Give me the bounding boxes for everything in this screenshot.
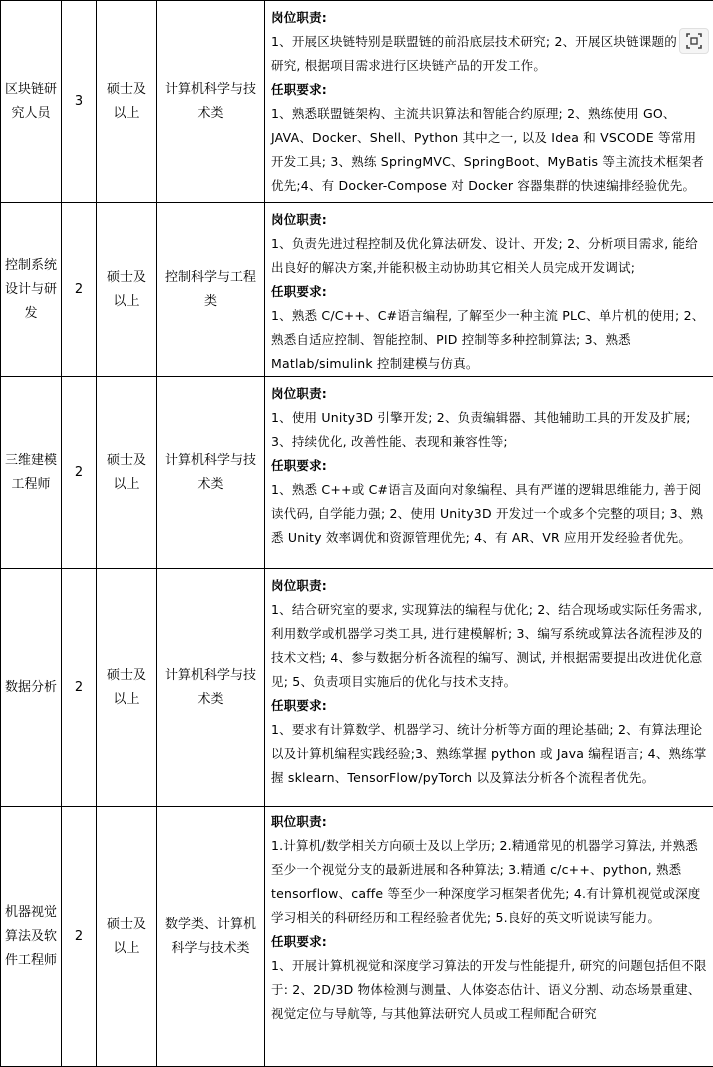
position-cell: 机器视觉算法及软件工程师 bbox=[1, 807, 62, 1067]
duty-text: 1、开展区块链特别是联盟链的前沿底层技术研究; 2、开展区块链课题的研究, 根据项目需求进行区块链产品的开发工作。 bbox=[271, 30, 707, 78]
table-row bbox=[1, 377, 713, 569]
requirement-text: 1、熟悉 C/C++、C#语言编程, 了解至少一种主流 PLC、单片机的使用; 2、熟悉自适应控制、智能控制、PID 控制等多种控制算法; 3、熟悉 Matlab/simulink 控制建模与仿真。 bbox=[271, 304, 707, 376]
requirement-text: 1、熟悉联盟链架构、主流共识算法和智能合约原理; 2、熟练使用 GO、JAVA、Docker、Shell、Python 其中之一, 以及 Idea 和 VSCODE 等常用开发工具; 3、熟练 SpringMVC、SpringBoot、MyBatis 等主流技术框架者优先;4、有 Docker-Compose 对 Docker 容器集群的快速编排经验优先。 bbox=[271, 102, 707, 198]
duty-label: 岗位职责: bbox=[271, 574, 707, 598]
description-cell bbox=[265, 807, 713, 1067]
position-cell: 区块链研究人员 bbox=[1, 1, 62, 203]
count-cell: 3 bbox=[62, 1, 97, 203]
duty-label: 岗位职责: bbox=[271, 6, 707, 30]
duty-text: 1、负责先进过程控制及优化算法研发、设计、开发; 2、分析项目需求, 能给出良好的解决方案,并能积极主动协助其它相关人员完成开发调试; bbox=[271, 232, 707, 280]
requirement-label: 任职要求: bbox=[271, 78, 707, 102]
table-row bbox=[1, 1, 713, 203]
table-row bbox=[1, 203, 713, 377]
requirement-label: 任职要求: bbox=[271, 930, 707, 954]
education-cell: 硕士及以上 bbox=[97, 1, 157, 203]
requirement-text: 1、熟悉 C++或 C#语言及面向对象编程、具有严谨的逻辑思维能力, 善于阅读代码, 自学能力强; 2、使用 Unity3D 开发过一个或多个完整的项目; 3、熟悉 Unity 效率调优和资源管理优先; 4、有 AR、VR 应用开发经验者优先。 bbox=[271, 478, 707, 550]
copy-icon bbox=[684, 32, 704, 50]
description-cell bbox=[265, 203, 713, 377]
duty-label: 岗位职责: bbox=[271, 382, 707, 406]
count-cell: 2 bbox=[62, 377, 97, 569]
requirement-text: 1、开展计算机视觉和深度学习算法的开发与性能提升, 研究的问题包括但不限于: 2、2D/3D 物体检测与测量、人体姿态估计、语义分割、动态场景重建、视觉定位与导航等, 与其他算法研究人员或工程师配合研究 bbox=[271, 954, 707, 1026]
duty-label: 岗位职责: bbox=[271, 208, 707, 232]
requirement-text: 1、要求有计算数学、机器学习、统计分析等方面的理论基础; 2、有算法理论以及计算机编程实践经验;3、熟练掌握 python 或 Java 编程语言; 4、熟练掌握 sklearn、TensorFlow/pyTorch 以及算法分析各个流程者优先。 bbox=[271, 718, 707, 790]
major-cell: 计算机科学与技术类 bbox=[157, 1, 265, 203]
table-row bbox=[1, 807, 713, 1067]
description-cell bbox=[265, 1, 713, 203]
position-cell: 三维建模工程师 bbox=[1, 377, 62, 569]
duty-text: 1.计算机/数学相关方向硕士及以上学历; 2.精通常见的机器学习算法, 并熟悉至少一个视觉分支的最新进展和各种算法; 3.精通 c/c++、python, 熟悉 tensorflow、caffe 等至少一种深度学习框架者优先; 4.有计算机视觉或深度学习相关的科研经历和工程经验者优先; 5.良好的英文听说读写能力。 bbox=[271, 834, 707, 930]
duty-text: 1、结合研究室的要求, 实现算法的编程与优化; 2、结合现场或实际任务需求, 利用数学或机器学习类工具, 进行建模解析; 3、编写系统或算法各流程涉及的技术文档; 4、参与数据分析各流程的编写、测试, 并根据需要提出改进优化意见; 5、负责项目实施后的优化与技术支持。 bbox=[271, 598, 707, 694]
description-cell bbox=[265, 569, 713, 807]
major-cell: 计算机科学与技术类 bbox=[157, 569, 265, 807]
requirement-label: 任职要求: bbox=[271, 280, 707, 304]
count-cell: 2 bbox=[62, 807, 97, 1067]
duty-text: 1、使用 Unity3D 引擎开发; 2、负责编辑器、其他辅助工具的开发及扩展; 3、持续优化, 改善性能、表现和兼容性等; bbox=[271, 406, 707, 454]
major-cell: 控制科学与工程类 bbox=[157, 203, 265, 377]
table-row bbox=[1, 569, 713, 807]
education-cell: 硕士及以上 bbox=[97, 203, 157, 377]
education-cell: 硕士及以上 bbox=[97, 569, 157, 807]
major-cell: 计算机科学与技术类 bbox=[157, 377, 265, 569]
position-cell: 控制系统设计与研发 bbox=[1, 203, 62, 377]
major-cell: 数学类、计算机科学与技术类 bbox=[157, 807, 265, 1067]
position-cell: 数据分析 bbox=[1, 569, 62, 807]
description-cell bbox=[265, 377, 713, 569]
count-cell: 2 bbox=[62, 203, 97, 377]
duty-label: 职位职责: bbox=[271, 810, 707, 834]
requirement-label: 任职要求: bbox=[271, 694, 707, 718]
education-cell: 硕士及以上 bbox=[97, 807, 157, 1067]
copy-button[interactable] bbox=[679, 28, 709, 54]
education-cell: 硕士及以上 bbox=[97, 377, 157, 569]
requirement-label: 任职要求: bbox=[271, 454, 707, 478]
count-cell: 2 bbox=[62, 569, 97, 807]
